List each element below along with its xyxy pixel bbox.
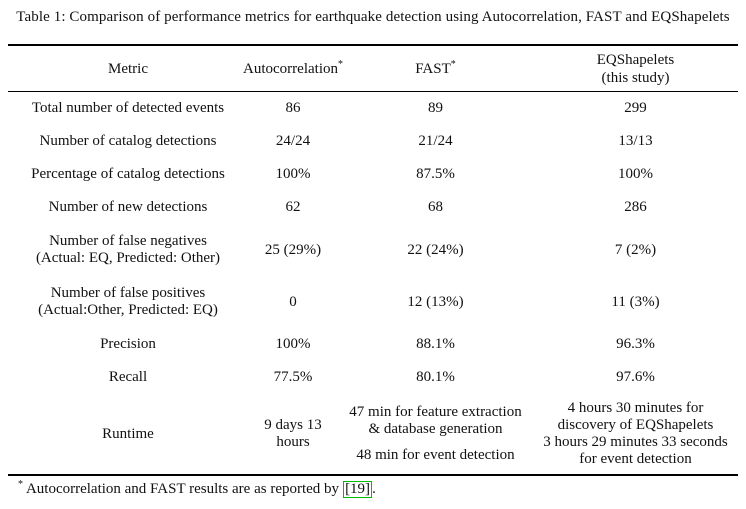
header-eqshapelets bbox=[533, 46, 738, 91]
row-false-positives bbox=[8, 276, 738, 328]
row-runtime bbox=[8, 394, 738, 474]
cell-eqshapelets-value: 7 (2%) bbox=[614, 241, 657, 258]
cell-autocorrelation-value: 25 (29%) bbox=[264, 241, 322, 258]
row-catalog-detections bbox=[8, 125, 738, 158]
row-false-negatives bbox=[8, 224, 738, 276]
footnote-period: . bbox=[372, 481, 376, 497]
cell-eqshapelets-value: 96.3% bbox=[616, 336, 655, 352]
cell-fast-value: 80.1% bbox=[416, 369, 455, 385]
footnote-marker: * bbox=[18, 479, 23, 490]
cell-metric: Precision bbox=[100, 336, 156, 352]
fast-runtime-line: 47 min for feature extraction bbox=[349, 404, 522, 420]
metric-sublabel: (Actual: EQ, Predicted: Other) bbox=[35, 250, 221, 266]
table-bottom-rule bbox=[8, 474, 738, 476]
header-eqshapelets-label: EQShapelets bbox=[596, 51, 675, 68]
cell-fast-value: 21/24 bbox=[418, 133, 453, 149]
cell-metric: Total number of detected events bbox=[31, 100, 225, 116]
cell-metric: Percentage of catalog detections bbox=[31, 166, 225, 182]
cell-autocorrelation-value: 86 bbox=[285, 100, 301, 116]
metric-label: Number of false negatives bbox=[49, 233, 207, 249]
cell-fast-value: 12 (13%) bbox=[407, 293, 464, 310]
cell-metric: Number of catalog detections bbox=[39, 133, 217, 149]
row-total-detected-events bbox=[8, 92, 738, 125]
cell-metric: Recall bbox=[108, 369, 148, 385]
table-caption: Table 1: Comparison of performance metrics for earthquake detection using Autocorrelation, FAST and EQShapelets bbox=[16, 9, 730, 25]
cell-autocorrelation-value: 62 bbox=[285, 199, 301, 215]
cell-eqshapelets-value: 286 bbox=[624, 199, 647, 215]
row-precision bbox=[8, 328, 738, 361]
cell-metric: Number of new detections bbox=[48, 199, 208, 215]
cell-fast-value: 68 bbox=[428, 199, 443, 215]
metric-label: Number of false positives bbox=[50, 285, 206, 301]
row-new-detections bbox=[8, 191, 738, 224]
fast-runtime-line: 48 min for event detection bbox=[356, 447, 515, 463]
header-metric-label: Metric bbox=[108, 60, 148, 77]
cell-metric bbox=[8, 276, 248, 328]
fast-runtime-line: & database generation bbox=[368, 421, 503, 437]
header-fast bbox=[338, 46, 533, 91]
cell-fast-runtime bbox=[338, 394, 533, 474]
cell-autocorrelation-value: 24/24 bbox=[275, 133, 311, 149]
cell-metric: Runtime bbox=[102, 425, 154, 442]
fast-footnote-marker: * bbox=[450, 58, 456, 70]
header-autocorrelation-label: Autocorrelation bbox=[243, 60, 338, 77]
eqshapelets-runtime-line: discovery of EQShapelets bbox=[557, 417, 714, 433]
table-header-row bbox=[8, 46, 738, 91]
table-footnote bbox=[8, 480, 738, 499]
cell-metric bbox=[8, 224, 248, 276]
cell-fast-value: 88.1% bbox=[416, 336, 455, 352]
eqshapelets-runtime-line: 4 hours 30 minutes for bbox=[567, 400, 704, 416]
row-percentage-catalog-detections bbox=[8, 158, 738, 191]
footnote-text: Autocorrelation and FAST results are as reported by bbox=[25, 481, 340, 497]
cell-eqshapelets-runtime bbox=[533, 394, 738, 474]
cell-autocorrelation-value: 0 bbox=[289, 293, 297, 310]
header-metric bbox=[8, 46, 248, 91]
row-recall bbox=[8, 361, 738, 394]
metrics-table bbox=[8, 44, 738, 476]
cell-eqshapelets-value: 100% bbox=[618, 166, 653, 182]
cell-autocorrelation-value: 9 days 13 hours bbox=[264, 417, 322, 450]
cell-eqshapelets-value: 299 bbox=[624, 100, 647, 116]
header-eqshapelets-sublabel: (this study) bbox=[601, 69, 670, 86]
cell-fast-value: 89 bbox=[428, 100, 443, 116]
cell-eqshapelets-value: 11 (3%) bbox=[611, 293, 660, 310]
citation-link[interactable]: [19] bbox=[345, 481, 371, 497]
cell-eqshapelets-value: 97.6% bbox=[616, 369, 655, 385]
cell-autocorrelation-value: 100% bbox=[275, 336, 311, 352]
eqshapelets-runtime-line: for event detection bbox=[579, 451, 692, 467]
autocorrelation-footnote-marker: * bbox=[337, 58, 343, 70]
header-fast-label: FAST bbox=[415, 60, 451, 77]
cell-autocorrelation-value: 77.5% bbox=[273, 369, 313, 385]
cell-fast-value: 22 (24%) bbox=[407, 241, 464, 258]
metric-sublabel: (Actual:Other, Predicted: EQ) bbox=[38, 302, 218, 318]
header-autocorrelation bbox=[243, 46, 343, 91]
cell-autocorrelation-value: 100% bbox=[275, 166, 311, 182]
cell-eqshapelets-value: 13/13 bbox=[618, 133, 653, 149]
eqshapelets-runtime-line: 3 hours 29 minutes 33 seconds bbox=[543, 434, 728, 450]
cell-fast-value: 87.5% bbox=[416, 166, 455, 182]
